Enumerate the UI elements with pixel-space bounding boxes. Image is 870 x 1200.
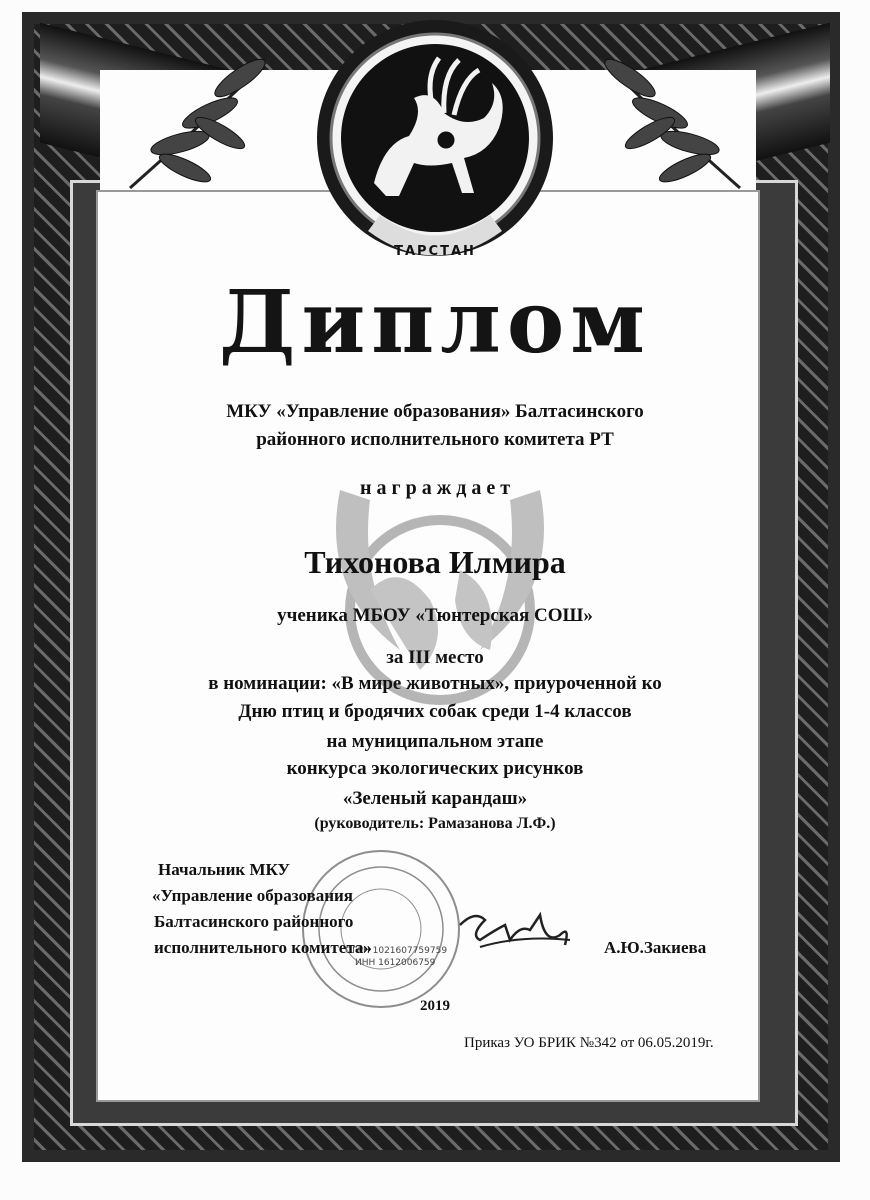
awards-label: н а г р а ж д а е т <box>359 477 511 499</box>
signatory-title-1: Начальник МКУ <box>158 860 290 879</box>
order-reference: Приказ УО БРИК №342 от 06.05.2019г. <box>464 1035 714 1051</box>
laurel-left-icon <box>70 18 290 218</box>
signatory-title-2: «Управление образования <box>152 886 353 905</box>
recipient-name: Тихонова Илмира <box>304 544 566 580</box>
body-line-5: «Зеленый карандаш» <box>342 788 528 809</box>
signatory-name: А.Ю.Закиева <box>604 938 707 957</box>
school-line: ученика МБОУ «Тюнтерская СОШ» <box>277 605 593 626</box>
stamp-ogrn: ОГРН 1021607759759 <box>345 946 448 956</box>
body-line-2: Дню птиц и бродячих собак среди 1-4 классов <box>238 701 632 722</box>
signature-icon <box>450 895 580 965</box>
body-line-4: конкурса экологических рисунков <box>286 758 584 779</box>
tatarstan-emblem-icon <box>314 18 556 268</box>
issuer-line-2: районного исполнительного комитета РТ <box>256 429 614 450</box>
year: 2019 <box>420 998 450 1014</box>
supervisor-line: (руководитель: Рамазанова Л.Ф.) <box>314 815 556 832</box>
signatory-title-3: Балтасинского районного <box>154 912 354 931</box>
emblem-caption: ТАРСТАН <box>394 244 476 259</box>
place-line: за III место <box>386 647 484 668</box>
stamp-inn: ИНН 1612006759 <box>355 958 436 968</box>
laurel-right-icon <box>580 18 800 218</box>
body-line-1: в номинации: «В мире животных», приуроченной ко <box>208 673 662 694</box>
body-line-3: на муниципальном этапе <box>326 731 544 752</box>
signatory-title-4: исполнительного комитета» <box>154 938 372 957</box>
issuer-line-1: МКУ «Управление образования» Балтасинского <box>226 401 644 422</box>
diploma-title: Диплом <box>219 272 651 373</box>
